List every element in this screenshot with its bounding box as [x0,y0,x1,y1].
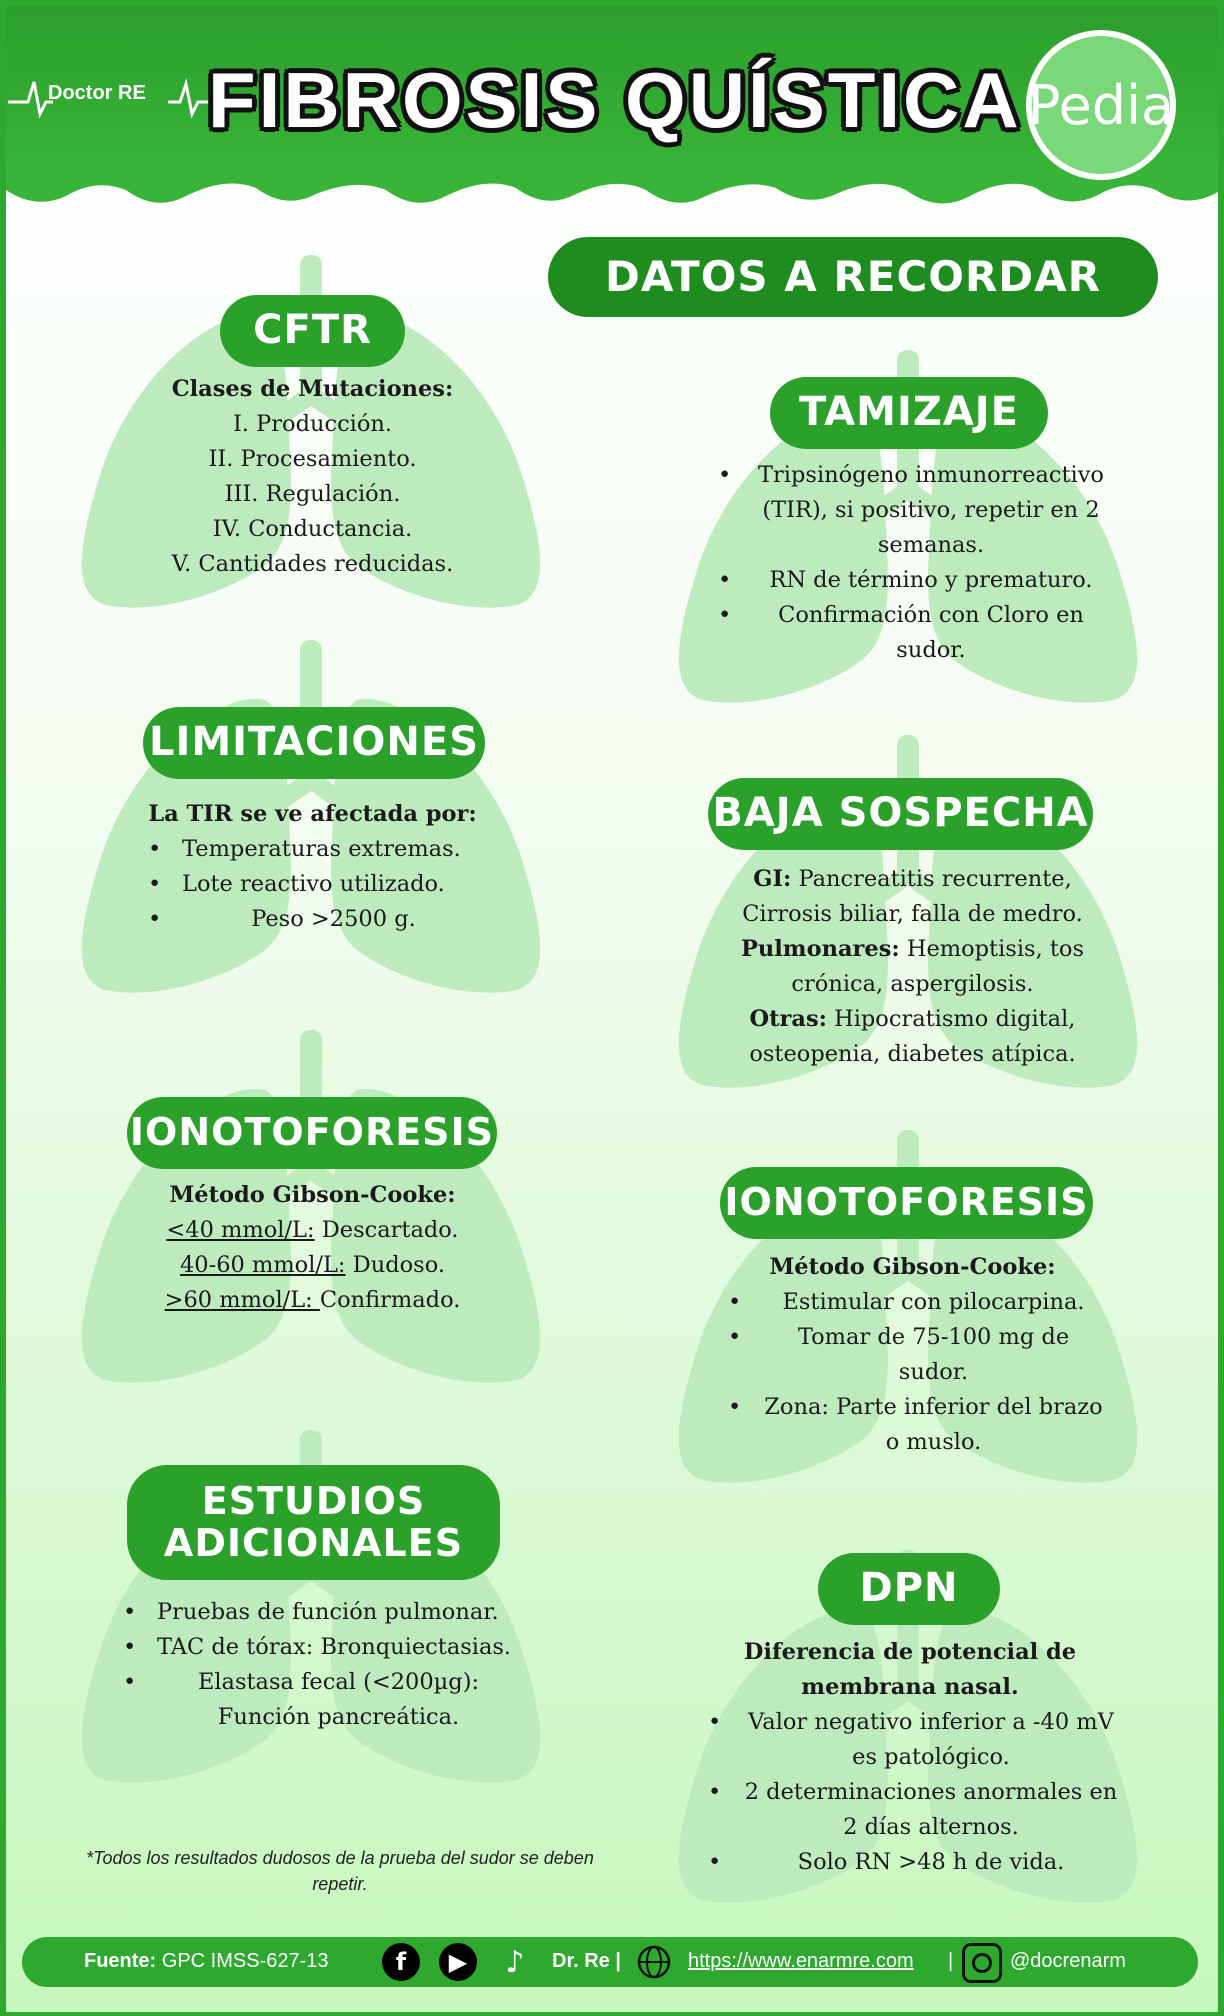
cftr-heading: Clases de Mutaciones: [171,376,454,402]
limitaciones-title: LIMITACIONES [143,707,485,779]
limitaciones-item: • Temperaturas extremas. [140,832,485,867]
facebook-icon[interactable]: f [382,1943,420,1981]
tamizaje-item: • RN de término y prematuro. [710,563,1110,598]
dpn-item: • Solo RN >48 h de vida. [700,1845,1120,1880]
cftr-item: IV. Conductancia. [212,516,413,542]
dpn-title: DPN [818,1553,1000,1625]
ionto-right-content [720,1250,1105,1460]
instagram-icon[interactable] [962,1943,1002,1983]
cftr-title: CFTR [220,295,405,367]
footer-bar [22,1937,1198,1987]
ionto-left-content [130,1178,495,1318]
ionto-left-row: >60 mmol/L: Confirmado. [164,1287,461,1313]
dpn-item: • 2 determinaciones anormales en 2 días alternos. [700,1775,1120,1845]
sospecha-gi: GI: Pancreatitis recurrente, Cirrosis biliar, falla de medro. [742,866,1083,927]
footer-source: Fuente: GPC IMSS-627-13 [84,1950,329,1972]
ionto-left-row: <40 mmol/L: Descartado. [166,1217,459,1243]
sospecha-pulmonares: Pulmonares: Hemoptisis, tos crónica, aspergilosis. [740,936,1085,997]
social-handle[interactable]: @docrenarm [1010,1950,1126,1972]
dpn-content [700,1635,1120,1880]
page-title: FIBROSIS QUÍSTICA [208,56,1022,144]
cftr-item: II. Procesamiento. [208,446,417,472]
sospecha-otras: Otras: Hipocratismo digital, osteopenia, diabetes atípica. [749,1006,1076,1067]
dpn-heading: Diferencia de potencial de membrana nasal. [743,1639,1077,1700]
footer-separator: | [948,1950,954,1972]
estudios-item: • Pruebas de función pulmonar. [115,1595,520,1630]
ionto-left-row: 40-60 mmol/L: Dudoso. [179,1252,445,1278]
limitaciones-item: • Peso >2500 g. [140,902,485,937]
ionto-right-item: • Estimular con pilocarpina. [720,1285,1105,1320]
limitaciones-heading: La TIR se ve afectada por: [148,801,477,827]
limitaciones-item: • Lote reactivo utilizado. [140,867,485,902]
estudios-item: • Elastasa fecal (<200µg): Función pancreática. [115,1665,520,1735]
youtube-icon[interactable]: ▶ [439,1943,477,1981]
estudios-title-line: ADICIONALES [163,1520,464,1565]
footnote: *Todos los resultados dudosos de la prueba del sudor se deben repetir. [86,1848,594,1894]
ionto-right-title: IONOTOFORESIS [720,1167,1093,1239]
pedia-badge: Pedia [1026,30,1176,180]
globe-icon [634,1942,674,1982]
tamizaje-title: TAMIZAJE [770,377,1048,449]
header-drip-edge [6,170,1218,215]
ionto-left-heading: Método Gibson-Cooke: [169,1182,456,1208]
website-link[interactable]: https://www.enarmre.com [688,1950,914,1972]
tiktok-icon[interactable]: ♪ [505,1944,525,1980]
cftr-item: I. Producción. [232,411,393,437]
cftr-content [130,372,495,582]
cftr-item: III. Regulación. [224,481,401,507]
tamizaje-content [710,458,1110,668]
estudios-title [127,1465,500,1580]
estudios-content [115,1595,520,1735]
cftr-item: V. Cantidades reducidas. [171,551,454,577]
baja-sospecha-title: BAJA SOSPECHA [708,778,1093,850]
baja-sospecha-content [720,862,1105,1072]
ionto-right-item: • Tomar de 75-100 mg de sudor. [720,1320,1105,1390]
ionto-left-title: IONOTOFORESIS [127,1097,497,1169]
tamizaje-item: • Confirmación con Cloro en sudor. [710,598,1110,668]
logo-text: Doctor RE [48,82,146,104]
footer-author: Dr. Re | [552,1950,621,1972]
dpn-item: • Valor negativo inferior a -40 mV es patológico. [700,1705,1120,1775]
tamizaje-item: • Tripsinógeno inmunorreactivo (TIR), si positivo, repetir en 2 semanas. [710,458,1110,563]
estudios-item: • TAC de tórax: Bronquiectasias. [115,1630,520,1665]
datos-recordar-title: DATOS A RECORDAR [548,237,1158,317]
estudios-title-line: ESTUDIOS [201,1479,426,1524]
ionto-right-item: • Zona: Parte inferior del brazo o muslo. [720,1390,1105,1460]
limitaciones-content [140,797,485,937]
ionto-right-heading: Método Gibson-Cooke: [769,1254,1056,1280]
